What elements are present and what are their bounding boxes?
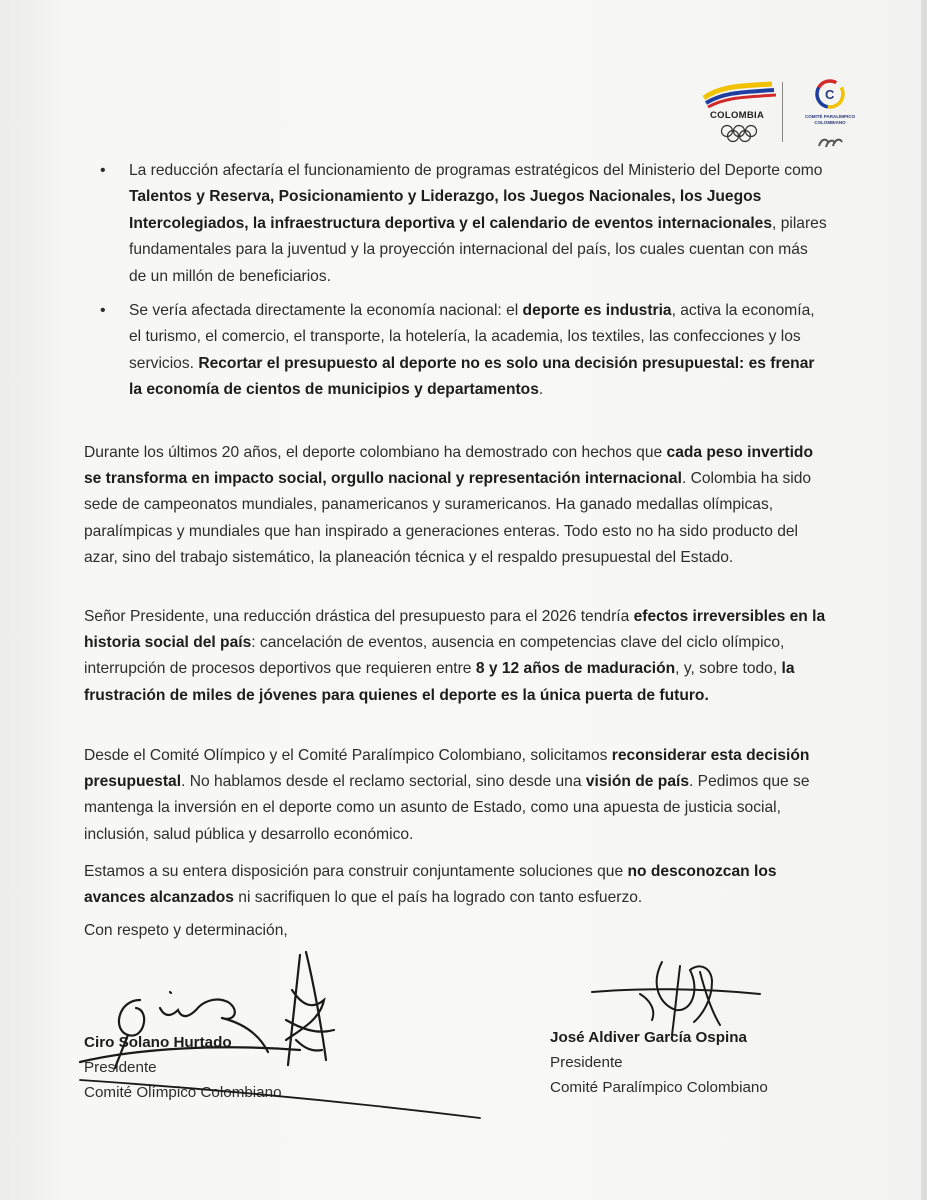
cpc-logo-text: COMITÉ PARALÍMPICO COLOMBIANO	[805, 114, 855, 125]
paragraph-text: Durante los últimos 20 años, el deporte colombiano ha demostrado con hechos que	[84, 444, 667, 461]
paragraph-text: Estamos a su entera disposición para construir conjuntamente soluciones que	[84, 863, 628, 880]
bullet-dot: •	[100, 162, 106, 179]
bullet-bold-text: deporte es industria	[522, 302, 672, 319]
bullet-bold-text: Recortar el presupuesto al deporte no es solo una decisión presupuestal: es frenar la economía de cientos de municipios y departamentos	[129, 354, 815, 399]
bullet-dot: •	[100, 302, 106, 319]
signatory-paralympic	[550, 1025, 768, 1100]
cpc-emblem-icon	[792, 78, 860, 114]
paragraph-bold-text: no desconozcan los avances alcanzados	[84, 863, 777, 907]
olympic-rings-icon	[720, 124, 760, 144]
bullet-text: , activa la economía, el turismo, el comercio, el transporte, la hotelería, la academia, los textiles, las confecciones y los servicios.	[129, 302, 815, 372]
bullet-text: La reducción afectaría el funcionamiento de programas estratégicos del Ministerio del Deporte como	[129, 162, 823, 179]
bullet-text: .	[538, 381, 544, 399]
flag-ribbon-icon	[700, 78, 778, 110]
colombia-olympic-logo	[700, 78, 778, 158]
signatory-org: Comité Paralímpico Colombiano	[550, 1079, 768, 1096]
signatory-org: Comité Olímpico Colombiano	[84, 1084, 282, 1101]
signatory-name: José Aldiver García Ospina	[550, 1029, 747, 1046]
signatory-role: Presidente	[84, 1059, 157, 1076]
paragraph-availability	[84, 859, 834, 911]
paragraph-text: : cancelación de eventos, ausencia en competencias clave del ciclo olímpico, interrupción de procesos deportivos que requieren entre	[84, 634, 785, 678]
bullet-text: , pilares fundamentales para la juventud y la proyección internacional del país, los cuales cuentan con más de un millón de beneficiarios.	[129, 214, 827, 285]
paralympic-committee-logo	[792, 78, 860, 158]
paper-edge	[921, 0, 927, 1200]
paragraph-request	[84, 743, 834, 848]
paragraph-bold-text: 8 y 12 años de maduración	[475, 660, 676, 678]
paragraph-text: Señor Presidente, una reducción drástica del presupuesto para el 2026 tendría	[84, 608, 634, 625]
bullet-text: Se vería afectada directamente la economía nacional: el	[129, 302, 523, 319]
paragraph-text: . No hablamos desde el reclamo sectorial, sino desde una	[181, 773, 586, 791]
paragraph-history	[84, 440, 834, 571]
bullet-programs	[129, 158, 829, 290]
paragraph-text: . Pedimos que se mantenga la inversión en el deporte como un asunto de Estado, como una apuesta de justicia social, inclusión, salud pública y desarrollo económico.	[84, 773, 810, 843]
agitos-icon	[816, 136, 844, 150]
bullet-bold-text: Talentos y Reserva, Posicionamiento y Liderazgo, los Juegos Nacionales, los Juegos Intercolegiados, la infraestructura deportiva y el calendario de eventos internacionales	[129, 188, 773, 232]
paragraph-bold-text: reconsiderar esta decisión presupuestal	[84, 747, 810, 791]
paragraph-text: ni sacrifiquen lo que el país ha logrado con tanto esfuerzo.	[233, 889, 643, 907]
signatory-role: Presidente	[550, 1054, 623, 1071]
paragraph-bold-text: cada peso invertido se transforma en impacto social, orgullo nacional y representación internacional	[84, 444, 813, 488]
paragraph-bold-text: visión de país	[585, 773, 690, 791]
paragraph-text: , y, sobre todo,	[675, 660, 782, 678]
colombia-word: COLOMBIA	[710, 110, 765, 121]
logo-divider	[782, 82, 783, 142]
bullet-economy	[129, 298, 829, 404]
header-logos	[700, 78, 860, 158]
paragraph-text: . Colombia ha sido sede de campeonatos mundiales, panamericanos y suramericanos. Ha ganado medallas olímpicas, paralímpicas y mundiales que han inspirado a generaciones enteras. Todo esto no ha sido producto del azar, sino del trabajo sistemático, la planeación técnica y el respaldo presupuestal del Estado.	[84, 470, 812, 566]
paragraph-bold-text: efectos irreversibles en la historia social del país	[84, 608, 826, 652]
signatory-name: Ciro Solano Hurtado	[84, 1034, 232, 1051]
paragraph-consequences	[84, 604, 834, 709]
paragraph-bold-text: la frustración de miles de jóvenes para quienes el deporte es la única puerta de futuro.	[84, 660, 795, 704]
signatory-olympic	[84, 1030, 282, 1105]
svg-text:C: C	[825, 87, 835, 102]
paragraph-text: Desde el Comité Olímpico y el Comité Paralímpico Colombiano, solicitamos	[84, 747, 612, 764]
closing-line: Con respeto y determinación,	[84, 922, 288, 939]
